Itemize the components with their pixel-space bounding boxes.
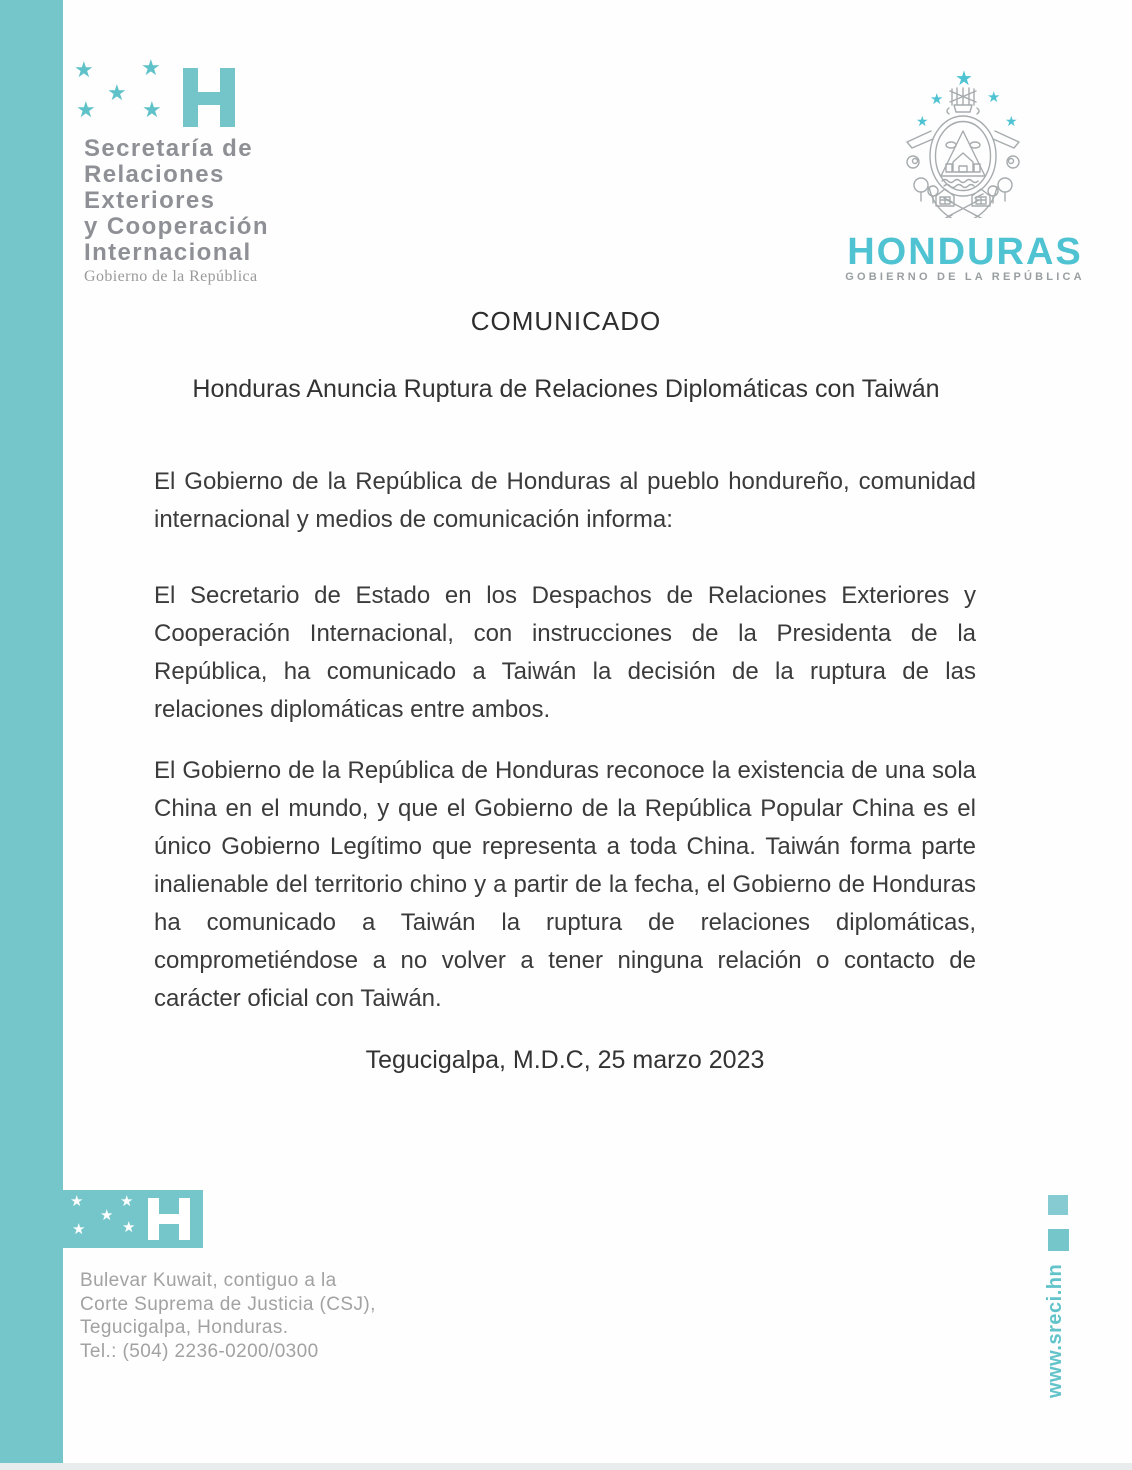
ministry-tagline: Gobierno de la República bbox=[84, 268, 258, 285]
flag-star-icon: ★ bbox=[987, 88, 1001, 106]
h-monogram-icon bbox=[183, 68, 235, 127]
coat-of-arms-icon bbox=[900, 86, 1026, 218]
body-paragraph: El Secretario de Estado en los Despachos de Relaciones Exteriores y Cooperación Internacional, con instrucciones de la Presidenta de la República, ha comunicado a Taiwán la decisión de la ruptura de las relaciones diplomáticas entre ambos. bbox=[154, 582, 976, 723]
doc-kicker: COMUNICADO bbox=[470, 306, 662, 336]
flag-star-icon: ★ bbox=[76, 98, 96, 123]
flag-star-icon: ★ bbox=[72, 1220, 86, 1238]
left-accent-stripe bbox=[0, 0, 63, 1463]
flag-star-icon: ★ bbox=[122, 1218, 136, 1236]
flag-star-icon: ★ bbox=[930, 90, 944, 108]
footer-address-line: Tel.: (504) 2236-0200/0300 bbox=[80, 1340, 319, 1362]
ministry-title-line: Relaciones bbox=[84, 161, 225, 188]
ministry-title bbox=[84, 136, 404, 266]
honduras-wordmark: HONDURAS bbox=[847, 231, 1083, 273]
honduras-tagline: GOBIERNO DE LA REPÚBLICA bbox=[845, 271, 1085, 283]
website-vertical-label: www.sreci.hn bbox=[1044, 1263, 1066, 1398]
footer-address bbox=[80, 1269, 376, 1363]
flag-star-icon: ★ bbox=[141, 56, 161, 81]
accent-square bbox=[1048, 1195, 1068, 1215]
photo-edge-strip bbox=[0, 1463, 1132, 1470]
footer-address-line: Corte Suprema de Justicia (CSJ), bbox=[80, 1293, 376, 1315]
ministry-title-line: Secretaría de bbox=[84, 135, 253, 162]
flag-star-icon: ★ bbox=[916, 114, 929, 130]
doc-headline: Honduras Anuncia Ruptura de Relaciones Diplomáticas con Taiwán bbox=[192, 375, 940, 403]
dateline: Tegucigalpa, M.D.C, 25 marzo 2023 bbox=[365, 1046, 765, 1074]
footer-address-line: Bulevar Kuwait, contiguo a la bbox=[80, 1270, 337, 1291]
flag-star-icon: ★ bbox=[120, 1192, 134, 1210]
flag-star-icon: ★ bbox=[1005, 114, 1018, 130]
body-paragraph: El Gobierno de la República de Honduras al pueblo hondureño, comunidad internacional y medios de comunicación informa: bbox=[154, 468, 976, 533]
footer-address-line: Tegucigalpa, Honduras. bbox=[80, 1317, 289, 1338]
body-paragraph: El Gobierno de la República de Honduras reconoce la existencia de una sola China en el mundo, y que el Gobierno de la República Popular China es el único Gobierno Legítimo que representa a toda China. Taiwán forma parte inalienable del territorio chino y a partir de la fecha, el Gobierno de Honduras ha comunicado a Taiwán la ruptura de relaciones diplomáticas, comprometiéndose a no volver a tener ninguna relación o contacto de carácter oficial con Taiwán. bbox=[154, 757, 976, 1012]
ministry-title-line: Exteriores bbox=[84, 187, 216, 214]
ministry-title-line: Internacional bbox=[84, 239, 252, 266]
flag-star-icon: ★ bbox=[142, 98, 162, 123]
flag-star-icon: ★ bbox=[100, 1206, 114, 1224]
flag-star-icon: ★ bbox=[74, 58, 94, 83]
flag-star-icon: ★ bbox=[70, 1192, 84, 1210]
flag-star-icon: ★ bbox=[107, 81, 127, 106]
h-monogram-icon bbox=[148, 1198, 190, 1240]
ministry-title-line: y Cooperación bbox=[84, 213, 269, 240]
flag-star-icon: ★ bbox=[955, 66, 973, 90]
accent-square bbox=[1048, 1229, 1069, 1251]
